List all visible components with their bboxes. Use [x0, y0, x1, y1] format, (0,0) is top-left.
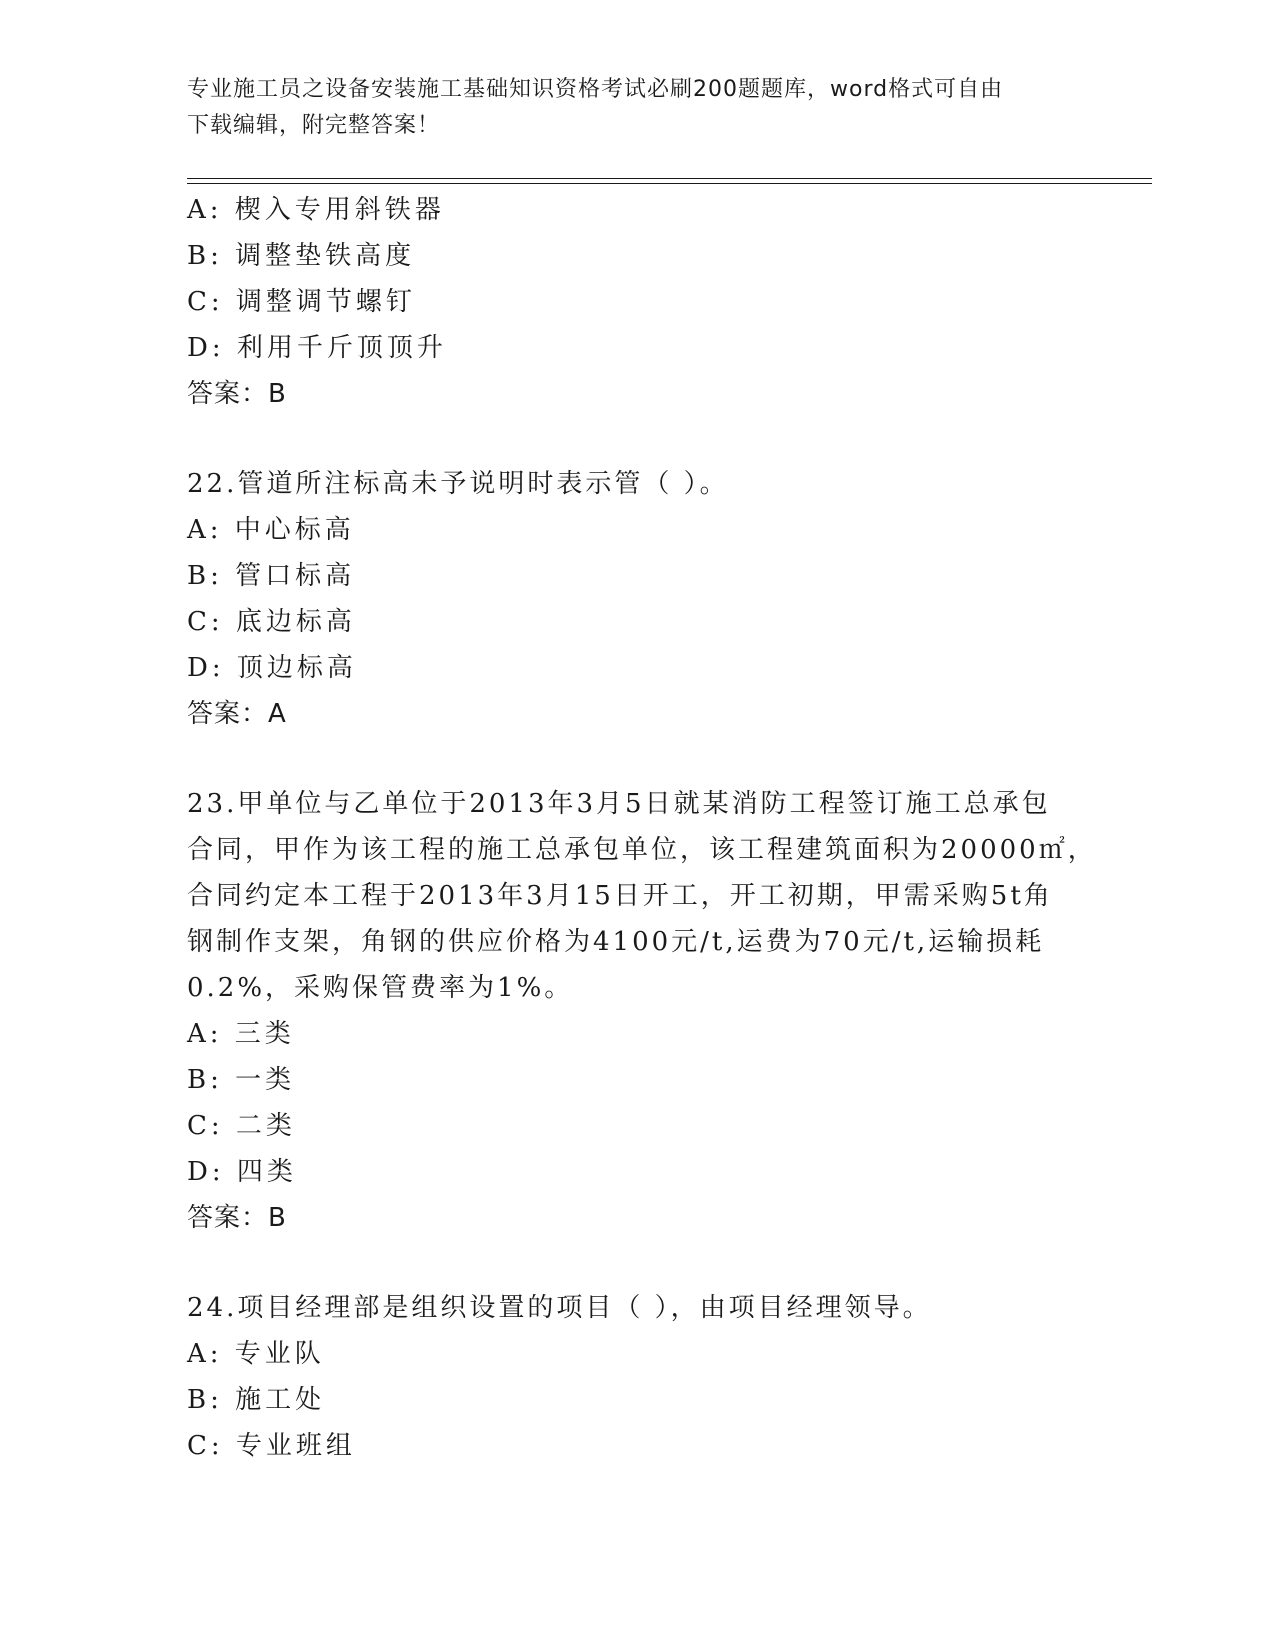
option-d: D: 利用千斤顶顶升 — [187, 333, 447, 363]
question-21-block — [187, 187, 1087, 417]
header-divider-top — [187, 178, 1152, 179]
option-a: A: 专业队 — [187, 1339, 325, 1369]
answer: 答案：A — [187, 699, 287, 729]
option-a: A: 中心标高 — [187, 515, 355, 545]
option-d: D: 四类 — [187, 1157, 297, 1187]
question-24-block — [187, 1285, 1087, 1469]
option-b: B: 一类 — [187, 1065, 296, 1095]
question-23-block — [187, 781, 1097, 1241]
document-header — [187, 72, 1067, 144]
question-22-block — [187, 461, 1087, 737]
question-text-line-1: 23.甲单位与乙单位于2013年3月5日就某消防工程签订施工总承包 — [187, 789, 1051, 819]
question-text-line-5: 0.2%，采购保管费率为1%。 — [187, 973, 574, 1003]
header-line-1: 专业施工员之设备安装施工基础知识资格考试必刷200题题库，word格式可自由 — [187, 77, 1004, 102]
option-c: C: 二类 — [187, 1111, 296, 1141]
document-body — [187, 187, 1097, 1469]
option-b: B: 调整垫铁高度 — [187, 241, 416, 271]
header-divider-bottom — [187, 183, 1152, 184]
question-text-line-3: 合同约定本工程于2013年3月15日开工，开工初期，甲需采购5t角 — [187, 881, 1053, 911]
option-a: A: 楔入专用斜铁器 — [187, 195, 445, 225]
header-line-2: 下载编辑，附完整答案！ — [187, 113, 441, 138]
question-text: 22.管道所注标高未予说明时表示管（ ）。 — [187, 469, 729, 499]
question-text-line-4: 钢制作支架，角钢的供应价格为4100元/t,运费为70元/t,运输损耗 — [187, 927, 1045, 957]
option-a: A: 三类 — [187, 1019, 295, 1049]
option-c: C: 底边标高 — [187, 607, 356, 637]
option-c: C: 专业班组 — [187, 1431, 356, 1461]
option-d: D: 顶边标高 — [187, 653, 357, 683]
option-c: C: 调整调节螺钉 — [187, 287, 416, 317]
answer: 答案：B — [187, 379, 287, 409]
question-text-line-2: 合同，甲作为该工程的施工总承包单位，该工程建筑面积为20000㎡， — [187, 835, 1097, 865]
answer: 答案：B — [187, 1203, 287, 1233]
option-b: B: 管口标高 — [187, 561, 356, 591]
question-text: 24.项目经理部是组织设置的项目（ ），由项目经理领导。 — [187, 1293, 932, 1323]
option-b: B: 施工处 — [187, 1385, 326, 1415]
